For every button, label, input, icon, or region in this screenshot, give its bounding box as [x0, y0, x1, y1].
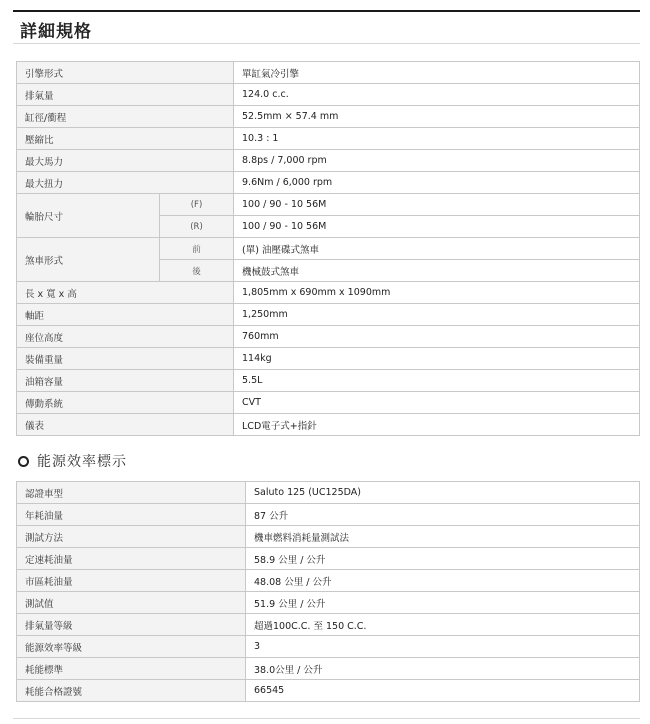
table-row	[17, 636, 640, 658]
brake-front-value: (單) 油壓碟式煞車	[234, 238, 640, 260]
tire-front-sublabel: (F)	[160, 194, 234, 216]
table-row	[17, 128, 640, 150]
row-label: 能源效率等級	[17, 636, 246, 658]
row-value: Saluto 125 (UC125DA)	[246, 482, 640, 504]
row-value: 單缸氣冷引擎	[234, 62, 640, 84]
row-label: 耗能合格證號	[17, 680, 246, 702]
table-row-tire-front	[17, 194, 640, 216]
spec-table	[16, 61, 640, 436]
row-label: 定速耗油量	[17, 548, 246, 570]
bottom-divider	[13, 718, 640, 719]
row-label: 座位高度	[17, 326, 234, 348]
table-row	[17, 658, 640, 680]
table-row	[17, 482, 640, 504]
row-label: 年耗油量	[17, 504, 246, 526]
table-row	[17, 172, 640, 194]
top-rule	[13, 10, 640, 12]
row-label: 最大扭力	[17, 172, 234, 194]
energy-table	[16, 481, 640, 702]
row-label: 長 x 寬 x 高	[17, 282, 234, 304]
row-value: 8.8ps / 7,000 rpm	[234, 150, 640, 172]
row-value: 3	[246, 636, 640, 658]
row-label: 壓縮比	[17, 128, 234, 150]
row-label: 測試方法	[17, 526, 246, 548]
table-row	[17, 548, 640, 570]
table-row	[17, 326, 640, 348]
row-value: 機車燃料消耗量測試法	[246, 526, 640, 548]
table-row	[17, 392, 640, 414]
tire-size-label: 輪胎尺寸	[17, 194, 160, 238]
row-value: 760mm	[234, 326, 640, 348]
row-value: 51.9 公里 / 公升	[246, 592, 640, 614]
brake-rear-value: 機械鼓式煞車	[234, 260, 640, 282]
table-row	[17, 304, 640, 326]
brake-rear-sublabel: 後	[160, 260, 234, 282]
row-value: 5.5L	[234, 370, 640, 392]
table-row	[17, 592, 640, 614]
table-row	[17, 150, 640, 172]
table-row	[17, 282, 640, 304]
row-value: 超過100C.C. 至 150 C.C.	[246, 614, 640, 636]
tire-rear-value: 100 / 90 - 10 56M	[234, 216, 640, 238]
table-row	[17, 614, 640, 636]
table-row	[17, 370, 640, 392]
row-value: 9.6Nm / 6,000 rpm	[234, 172, 640, 194]
table-row	[17, 106, 640, 128]
row-label: 油箱容量	[17, 370, 234, 392]
table-row	[17, 62, 640, 84]
brake-front-sublabel: 前	[160, 238, 234, 260]
row-value: LCD電子式+指針	[234, 414, 640, 436]
row-label: 缸徑/衝程	[17, 106, 234, 128]
table-row	[17, 414, 640, 436]
row-label: 裝備重量	[17, 348, 234, 370]
row-value: CVT	[234, 392, 640, 414]
row-value: 52.5mm × 57.4 mm	[234, 106, 640, 128]
row-value: 48.08 公里 / 公升	[246, 570, 640, 592]
brake-type-label: 煞車形式	[17, 238, 160, 282]
table-row	[17, 348, 640, 370]
row-label: 引擎形式	[17, 62, 234, 84]
energy-section-title: 能源效率標示	[37, 454, 127, 470]
row-label: 市區耗油量	[17, 570, 246, 592]
circle-bullet-icon	[18, 456, 29, 467]
row-label: 最大馬力	[17, 150, 234, 172]
table-row	[17, 570, 640, 592]
row-label: 儀表	[17, 414, 234, 436]
table-row-brake-front	[17, 238, 640, 260]
tire-front-value: 100 / 90 - 10 56M	[234, 194, 640, 216]
energy-section-header	[18, 451, 127, 471]
row-value: 87 公升	[246, 504, 640, 526]
table-row	[17, 680, 640, 702]
row-value: 58.9 公里 / 公升	[246, 548, 640, 570]
row-label: 軸距	[17, 304, 234, 326]
row-label: 耗能標準	[17, 658, 246, 680]
row-label: 認證車型	[17, 482, 246, 504]
table-row	[17, 504, 640, 526]
row-label: 排氣量等級	[17, 614, 246, 636]
title-divider	[13, 43, 640, 44]
row-value: 1,805mm x 690mm x 1090mm	[234, 282, 640, 304]
page-title: 詳細規格	[20, 22, 92, 42]
row-value: 114kg	[234, 348, 640, 370]
table-row	[17, 526, 640, 548]
row-label: 測試值	[17, 592, 246, 614]
row-value: 38.0公里 / 公升	[246, 658, 640, 680]
row-label: 傳動系統	[17, 392, 234, 414]
row-value: 66545	[246, 680, 640, 702]
row-value: 124.0 c.c.	[234, 84, 640, 106]
tire-rear-sublabel: (R)	[160, 216, 234, 238]
row-value: 10.3 : 1	[234, 128, 640, 150]
table-row	[17, 84, 640, 106]
row-value: 1,250mm	[234, 304, 640, 326]
row-label: 排氣量	[17, 84, 234, 106]
